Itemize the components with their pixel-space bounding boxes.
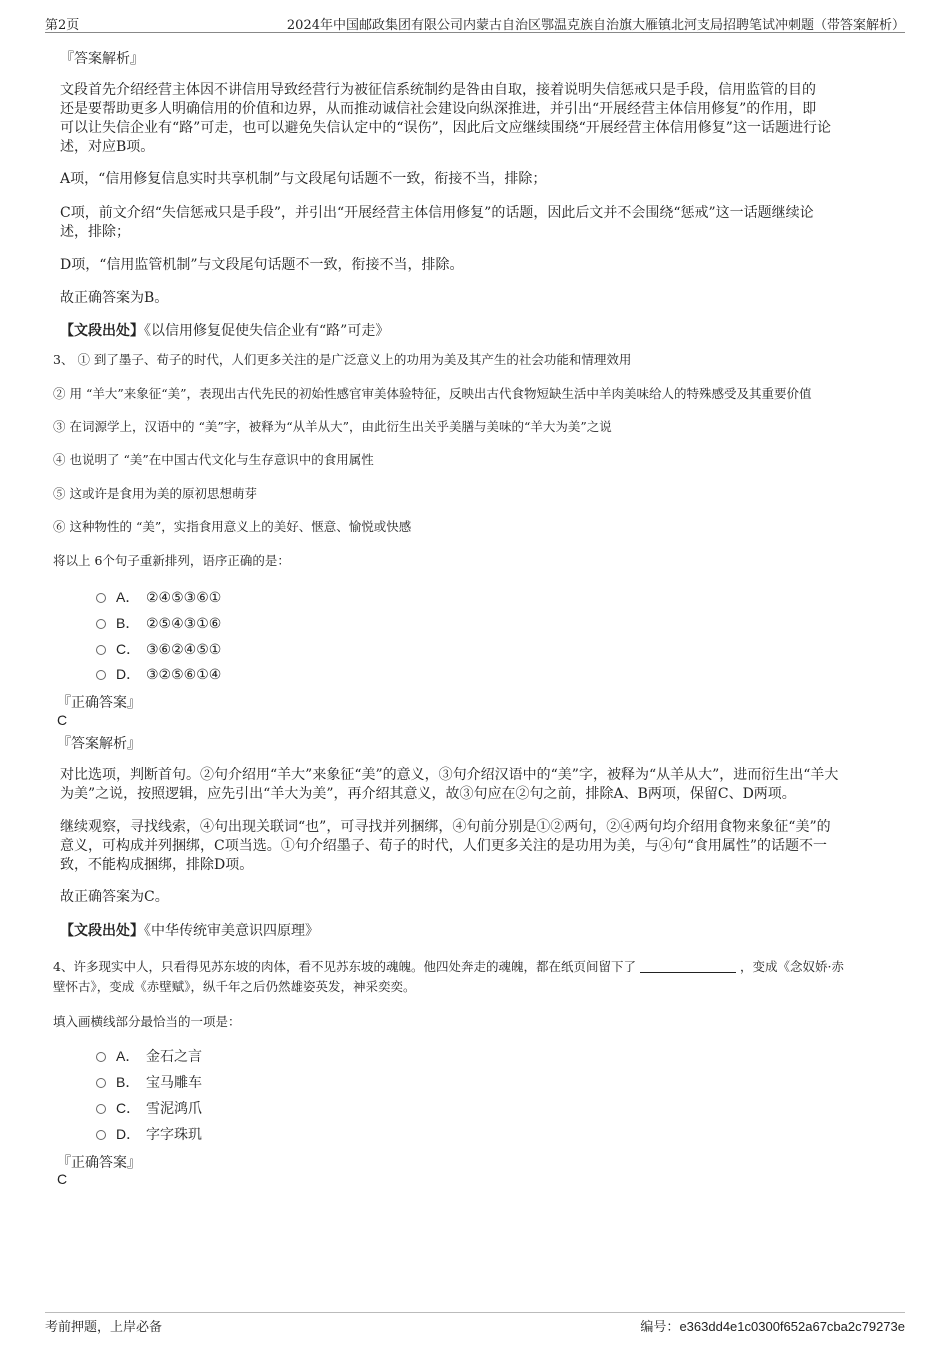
- question-3-sentence-4: ④ 也说明了 “美”在中国古代文化与生存意识中的食用属性: [53, 452, 374, 467]
- option-d[interactable]: [96, 664, 221, 684]
- radio-icon[interactable]: [96, 1130, 106, 1140]
- option-letter: A．: [116, 589, 140, 605]
- option-text: 宝马雕车: [146, 1075, 202, 1091]
- source-label: 【文段出处】: [60, 323, 144, 339]
- page-footer: [45, 1312, 905, 1335]
- correct-answer-label: 『正确答案』: [57, 695, 141, 711]
- radio-icon[interactable]: [96, 1052, 106, 1062]
- radio-icon[interactable]: [96, 1104, 106, 1114]
- code-value: e363dd4e1c0300f652a67cba2c79273e: [679, 1319, 905, 1334]
- text-line: 文段首先介绍经营主体因不讲信用导致经营行为被征信系统制约是咎由自取，接着说明失信惩戒只是手段，信用监管的目的: [60, 82, 816, 98]
- question-4-stem: [53, 957, 903, 997]
- text-line: 为美”之说，按照逻辑，应先引出“羊大为美”，再介绍其意义，故③句应在②句之前，排除A、B两项，保留C、D两项。: [60, 786, 796, 802]
- text-line: 可以让失信企业有“路”可走，也可以避免失信认定中的“误伤”，因此后文应继续围绕“开展经营主体信用修复”这一话题进行论: [60, 120, 831, 136]
- option-letter: A．: [116, 1048, 140, 1064]
- stem-text: ，变成《念奴娇·赤: [739, 959, 844, 974]
- radio-icon[interactable]: [96, 619, 106, 629]
- option-text: ②⑤④③①⑥: [146, 616, 222, 632]
- text-line: C项，前文介绍“失信惩戒只是手段”，并引出“开展经营主体信用修复”的话题，因此后文并不会围绕“惩戒”这一话题继续论: [60, 205, 814, 221]
- option-d[interactable]: [96, 1124, 202, 1144]
- analysis-paragraph: [60, 766, 900, 804]
- code-label: 编号：: [640, 1320, 680, 1335]
- document-code: [640, 1316, 905, 1335]
- analysis-option-d: D项，“信用监管机制”与文段尾句话题不一致，衔接不当，排除。: [60, 257, 464, 273]
- source-title: 《以信用修复促使失信企业有“路”可走》: [144, 323, 390, 339]
- question-3-sentence-6: ⑥ 这种物性的 “美”，实指食用意义上的美好、惬意、愉悦或快感: [53, 519, 412, 534]
- analysis-option-a: A项，“信用修复信息实时共享机制”与文段尾句话题不一致，衔接不当，排除；: [60, 171, 547, 187]
- text-line: 述，排除；: [60, 224, 130, 240]
- page-header: [45, 14, 905, 33]
- sentence-text: ① 到了墨子、荀子的时代，人们更多关注的是广泛意义上的功用为美及其产生的社会功能和情理效用: [77, 352, 632, 367]
- option-a[interactable]: [96, 587, 221, 607]
- text-line: 对比选项，判断首句。②句介绍用“羊大”来象征“美”的意义，③句介绍汉语中的“美”字，被释为“从羊从大”，进而衍生出“羊大: [60, 767, 839, 783]
- analysis-label: 『答案解析』: [60, 51, 144, 67]
- question-3-prompt: 将以上 6个句子重新排列，语序正确的是：: [53, 553, 290, 568]
- analysis-label: 『答案解析』: [57, 736, 141, 752]
- source-line: [60, 322, 389, 341]
- question-3-sentence-3: ③ 在词源学上，汉语中的 “美”字，被释为“从羊从大”，由此衍生出关乎美膳与美味的“羊大为美”之说: [53, 419, 612, 434]
- text-line: 致，不能构成捆绑，排除D项。: [60, 857, 254, 873]
- stem-text: 壁怀古》，变成《赤壁赋》，纵千年之后仍然雄姿英发，神采奕奕。: [53, 979, 416, 994]
- text-line: 还是要帮助更多人明确信用的价值和边界，从而推动诚信社会建设向纵深推进，并引出“开展经营主体信用修复”的作用，即: [60, 101, 817, 117]
- correct-answer-label: 『正确答案』: [57, 1155, 141, 1171]
- stem-text: 4、许多现实中人，只看得见苏东坡的肉体，看不见苏东坡的魂魄。他四处奔走的魂魄，都在纸页间留下了: [53, 959, 636, 974]
- text-line: 继续观察，寻找线索，④句出现关联词“也”，可寻找并列捆绑，④句前分别是①②两句，②④两句均介绍用食物来象征“美”的: [60, 819, 831, 835]
- question-3-sentence-1: [53, 350, 631, 370]
- option-letter: D．: [116, 1126, 141, 1142]
- option-text: 字字珠玑: [146, 1127, 202, 1143]
- correct-answer: C: [57, 1171, 68, 1187]
- source-title: 《中华传统审美意识四原理》: [144, 923, 319, 939]
- text-line: 意义，可构成并列捆绑，C项当选。①句介绍墨子、荀子的时代，人们更多关注的是功用为美，与④句“食用属性”的话题不一: [60, 838, 828, 854]
- option-text: ③⑥②④⑤①: [146, 642, 222, 658]
- question-4-prompt: 填入画横线部分最恰当的一项是：: [53, 1014, 241, 1029]
- option-letter: B．: [116, 1074, 140, 1090]
- radio-icon[interactable]: [96, 670, 106, 680]
- radio-icon[interactable]: [96, 645, 106, 655]
- conclusion: 故正确答案为B。: [60, 290, 169, 306]
- conclusion: 故正确答案为C。: [60, 889, 169, 905]
- question-3-sentence-2: ② 用 “羊大”来象征“美”，表现出古代先民的初始性感官审美体验特征，反映出古代食物短缺生活中羊肉美味给人的特殊感受及其重要价值: [53, 386, 812, 401]
- option-text: 雪泥鸿爪: [146, 1101, 202, 1117]
- option-letter: C．: [116, 641, 141, 657]
- option-c[interactable]: [96, 1098, 202, 1118]
- source-label: 【文段出处】: [60, 923, 144, 939]
- option-a[interactable]: [96, 1046, 202, 1066]
- correct-answer: C: [57, 712, 68, 728]
- option-letter: C．: [116, 1100, 141, 1116]
- footer-slogan: 考前押题，上岸必备: [45, 1320, 163, 1335]
- page-number: 第2页: [45, 18, 80, 33]
- analysis-paragraph: [60, 818, 900, 875]
- option-letter: B．: [116, 615, 140, 631]
- analysis-paragraph: [60, 81, 900, 157]
- option-text: ③②⑤⑥①④: [146, 667, 222, 683]
- text-line: 述，对应B项。: [60, 139, 155, 155]
- option-text: 金石之言: [146, 1049, 202, 1065]
- radio-icon[interactable]: [96, 1078, 106, 1088]
- option-b[interactable]: [96, 1072, 202, 1092]
- option-letter: D．: [116, 666, 141, 682]
- option-c[interactable]: [96, 639, 221, 659]
- analysis-option-c: [60, 204, 814, 242]
- fill-blank: [640, 960, 736, 973]
- document-title: 2024年中国邮政集团有限公司内蒙古自治区鄂温克族自治旗大雁镇北河支局招聘笔试冲刺题（带答案解析）: [286, 18, 905, 33]
- option-b[interactable]: [96, 613, 221, 633]
- source-line: [60, 922, 319, 941]
- question-3-sentence-5: ⑤ 这或许是食用为美的原初思想萌芽: [53, 486, 257, 501]
- option-text: ②④⑤③⑥①: [146, 590, 222, 606]
- question-number: 3、: [53, 352, 74, 367]
- radio-icon[interactable]: [96, 593, 106, 603]
